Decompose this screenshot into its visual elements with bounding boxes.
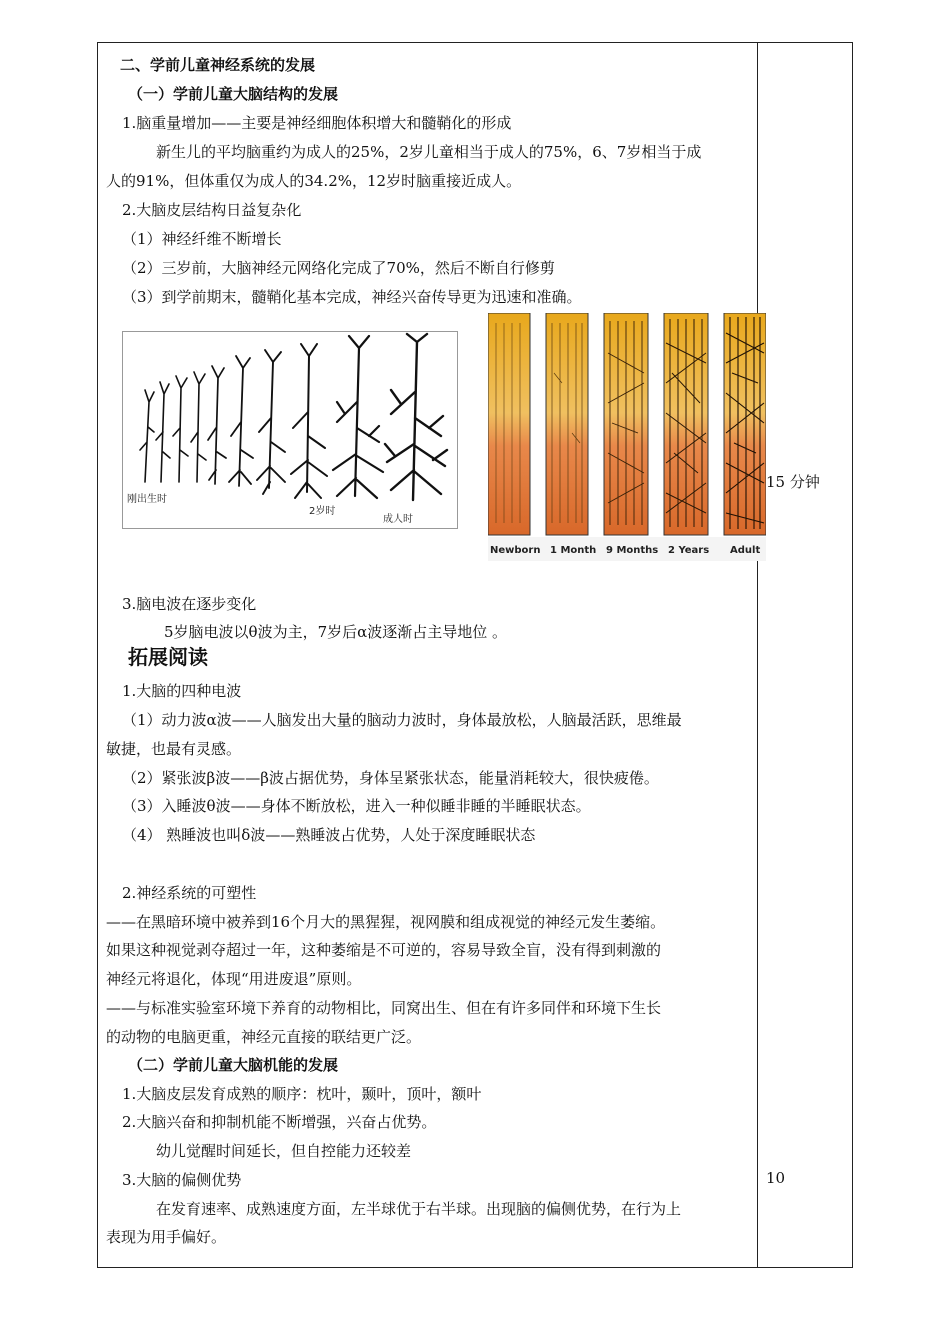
time-allocation-2: 10 <box>766 1169 786 1187</box>
text-line: 2.神经系统的可塑性 <box>122 884 257 902</box>
cortex-development-figure <box>488 313 766 561</box>
text-line: 1.大脑皮层发育成熟的顺序：枕叶，颞叶，顶叶，额叶 <box>122 1085 482 1103</box>
text-line: （1）神经纤维不断增长 <box>122 230 282 248</box>
panel-2-years <box>664 313 708 535</box>
text-line: 1.脑重量增加——主要是神经细胞体积增大和髓鞘化的形成 <box>122 114 512 132</box>
subsection-heading-2: （二）学前儿童大脑机能的发展 <box>128 1056 339 1074</box>
text-line: 敏捷，也最有灵感。 <box>106 740 242 758</box>
label-newborn-panel: Newborn <box>490 545 541 556</box>
text-line: 在发育速率、成熟速度方面，左半球优于右半球。出现脑的偏侧优势，在行为上 <box>156 1200 682 1218</box>
label-adult: 成人时 <box>383 514 413 525</box>
extended-reading-heading: 拓展阅读 <box>128 645 208 669</box>
text-line: 2.大脑皮层结构日益复杂化 <box>122 201 302 219</box>
text-line: ——与标准实验室环境下养育的动物相比，同窝出生、但在有许多同伴和环境下生长 <box>106 999 662 1017</box>
text-line: 3.脑电波在逐步变化 <box>122 595 257 613</box>
text-line: （1）动力波α波——人脑发出大量的脑动力波时，身体最放松，人脑最活跃，思维最 <box>122 711 682 729</box>
label-newborn: 刚出生时 <box>127 494 167 505</box>
text-line: 3.大脑的偏侧优势 <box>122 1171 242 1189</box>
text-line: （3）入睡波θ波——身体不断放松，进入一种似睡非睡的半睡眠状态。 <box>122 797 591 815</box>
text-line: （4） 熟睡波也叫δ波——熟睡波占优势，人处于深度睡眠状态 <box>122 826 536 844</box>
label-2-years: 2岁时 <box>309 506 336 517</box>
section-heading-2: 二、学前儿童神经系统的发展 <box>120 56 316 74</box>
label-adult-panel: Adult <box>730 545 761 556</box>
text-line: 5岁脑电波以θ波为主，7岁后α波逐渐占主导地位 。 <box>164 623 508 641</box>
text-line: 2.大脑兴奋和抑制机能不断增强，兴奋占优势。 <box>122 1113 437 1131</box>
panel-1-month <box>546 313 588 535</box>
time-allocation-1: 15 分钟 <box>766 473 820 491</box>
column-divider <box>757 43 758 1267</box>
text-line: 如果这种视觉剥夺超过一年，这种萎缩是不可逆的，容易导致全盲，没有得到刺激的 <box>106 941 662 959</box>
cortex-panels <box>488 313 766 561</box>
text-line: ——在黑暗环境中被养到16个月大的黑猩猩，视网膜和组成视觉的神经元发生萎缩。 <box>106 913 666 931</box>
panel-newborn <box>488 313 530 535</box>
text-line: （3）到学前期末，髓鞘化基本完成，神经兴奋传导更为迅速和准确。 <box>122 288 582 306</box>
text-line: 1.大脑的四种电波 <box>122 682 242 700</box>
text-line: （2）三岁前，大脑神经元网络化完成了70%，然后不断自行修剪 <box>122 259 555 277</box>
text-line: 神经元将退化，体现“用进废退”原则。 <box>106 970 362 988</box>
text-line: （2）紧张波β波——β波占据优势，身体呈紧张状态，能量消耗较大，很快疲倦。 <box>122 769 659 787</box>
text-line: 幼儿觉醒时间延长，但自控能力还较差 <box>156 1142 412 1160</box>
text-line: 新生儿的平均脑重约为成人的25%，2岁儿童相当于成人的75%，6、7岁相当于成 <box>156 143 702 161</box>
label-2-years-panel: 2 Years <box>668 545 710 556</box>
text-line: 人的91%，但体重仅为成人的34.2%，12岁时脑重接近成人。 <box>106 172 522 190</box>
neuron-growth-figure <box>122 331 458 529</box>
label-9-months-panel: 9 Months <box>606 545 659 556</box>
subsection-heading-1: （一）学前儿童大脑结构的发展 <box>128 85 339 103</box>
panel-9-months <box>604 313 648 535</box>
lesson-table <box>97 42 853 1268</box>
neuron-growth-drawing <box>123 332 457 528</box>
text-line: 的动物的电脑更重，神经元直接的联结更广泛。 <box>106 1028 422 1046</box>
label-1-month-panel: 1 Month <box>550 545 597 556</box>
panel-adult <box>724 313 766 535</box>
text-line: 表现为用手偏好。 <box>106 1228 227 1246</box>
